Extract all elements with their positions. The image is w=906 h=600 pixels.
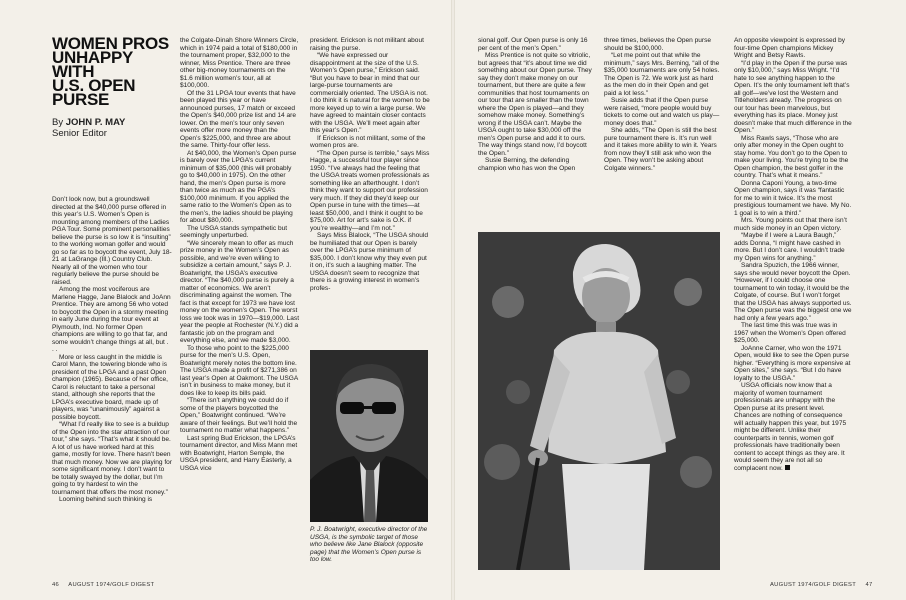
paragraph: Miss Rawls says, “Those who are only after money in the Open ought to stay home. You don’t go to the Open to make your living. You’re trying to be the Open champion, the best golfer in the country. That’s what it means.” [734,134,849,179]
paragraph: If Erickson is not militant, some of the women pros are. [310,134,426,149]
paragraph: To those who point to the $225,000 purse for the men’s U.S. Open, Boatwright merely notes the bottom line. The USGA made a profit of $271,386 on last year’s Open at Oakmont. The USGA isn’t in business to make money, but it does like to keep its bills paid. [180,344,298,397]
paragraph: “Let me point out that while the minimum,” says Mrs. Berning, “all of the $35,000 tournaments are only 54 holes. The Open is 72. We work just as hard as the men do in their Open and get paid a lot less.” [604,52,720,97]
paragraph: At $40,000, the Women’s Open purse is barely over the LPGA’s current minimum of $35,000 (this will probably go to $40,000 in 1975). On the other hand, the men’s Open purse is more than twice as much as the PGA’s $100,000 minimum. If you applied the same ratio to the Women’s Open as to the men’s, the ladies should be playing for about $80,000. [180,149,297,224]
paragraph: “We sincerely mean to offer as much prize money in the Women’s Open as possible, and we’re even willing to subsidize a certain amount,” says P. J. Boatwright, the USGA’s executive director. “The $40,000 purse is purely a matter of economics. We aren’t discriminating against the women. The fact is that except for 1973 we have lost money on the women’s Open. The worst loss we took was in 1970—$19,000. Last year the people at Rochester (N.Y.) did a fantastic job on the program and everything else, and we made $3,000. [180,239,300,344]
paragraph: JoAnne Carner, who won the 1971 Open, would like to see the Open purse higher. “Everything is more expensive at Open sites,” she says. “But I do have loyalty to the USGA.” [734,344,851,382]
paragraph: An opposite viewpoint is expressed by four-time Open champions Mickey Wright and Betsy Rawls. [734,37,845,59]
paragraph: The USGA stands sympathetic but seemingly unperturbed. [180,224,288,239]
column-5 [604,37,722,230]
right-footer [770,582,873,588]
paragraph: “There isn’t anything we could do if some of the players boycotted the Open,” Boatwright continued. “We’re aware of their feelings. But we’ll hold the tournament no matter what happens.” [180,397,298,434]
left-footer [52,582,154,588]
page-gutter [451,0,455,600]
paragraph: “Maybe if I were a Laura Baugh,” adds Donna, “I might have cashed in more. But I don’t care. I wouldn’t trade my Open wins for anything.” [734,232,845,262]
headline-line: WOMEN PROS [52,34,169,53]
golfer-illustration [478,232,720,570]
footer-issue-left: AUGUST 1974/GOLF DIGEST [68,582,155,588]
page-number-left: 46 [52,582,60,588]
paragraph: president. Erickson is not militant about raising the purse. [310,37,424,52]
paragraph: the Colgate-Dinah Shore Winners Circle, which in 1974 paid a total of $180,000 in the tournament proper, $32,000 to the winner, Miss Prentice. There are three other big-money tournaments on the $1.6 million women’s tour, all at $100,000. [180,37,299,89]
paragraph: three times, believes the Open purse should be $100,000. [604,37,711,52]
paragraph: Susie Berning, the defending champion who has won the Open [478,157,576,172]
paragraph: Mrs. Young points out that there isn’t much side money in an Open victory. [734,217,847,232]
paragraph: sional golf. Our Open purse is only 16 per cent of the men’s Open.” [478,37,588,52]
paragraph: “We have expressed our disappointment at the size of the U.S. Women’s Open purse,” Erickson said. “But you have to bear in mind that our large-purse tournaments are commercially oriented. The USGA is not. I do think it is natural for the women to be more keyed up to win a large purse. We have agreed to maintain closer contacts with the USGA. We’ll meet again after this year’s Open.” [310,52,430,134]
column-2 [180,37,300,581]
paragraph: More or less caught in the middle is Carol Mann, the towering blonde who is president of the LPGA and a past Open champion (1965). Because of her office, Carol is reluctant to take a personal stand, although she reports that the LPGA’s executive board, made up of players, was “unanimously” against a possible boycott. [52,353,168,421]
end-mark-icon [785,465,790,470]
paragraph: Donna Caponi Young, a two-time Open champion, says it was “fantastic for me to win it twice. It’s the most prestigious tournament we have. My No. 1 goal is to win a third.” [734,179,852,217]
column-1 [52,196,172,581]
headline-line: U.S. OPEN [52,76,136,95]
headline-line: UNHAPPY [52,48,134,67]
paragraph-text: USGA officials now know that a majority of women tournament professionals are unhappy with the Open purse at its present level. Chances are nothing of consequence will actually happen this year, but 1975 might be different. Unlike their counterparts in tennis, women golf professionals have traditionally been content to accept things as they are. It would seem they are not all so complacent now. [734,382,847,472]
paragraph [734,382,852,472]
paragraph: Among the most vociferous are Marlene Hagge, Jane Blalock and JoAnn Prentice. They are among 56 who voted to boycott the Open in a stormy meeting in early June during the tour event at Plymouth, Ind. No former Open champions are willing to go that far, and some wouldn’t change things at all, but . . . [52,286,171,353]
byline-role: Senior Editor [52,128,107,139]
column-3 [310,37,430,345]
byline [52,117,180,139]
paragraph: The last time this was true was in 1967 when the Women’s Open offered $25,000. [734,322,846,344]
paragraph: She adds, “The Open is still the best pure tournament there is. It’s run well and it takes more ability to win it. Years from now they’ll still ask who won the Open. They won’t be asking about Colgate winners.” [604,127,717,172]
boatwright-illustration [310,350,428,522]
paragraph: Miss Prentice is not quite so vitriolic, but agrees that “it’s about time we did something about our Open purse. They say they don’t make money on our tournament, but there are quite a few communities that host tournaments on our tour that are smaller than the town where the Open is played—and they somehow make money. Something’s wrong if the USGA can’t. Maybe the USGA ought to take $30,000 off the men’s Open purse and add it to ours. The way things stand now, I’d boycott the Open.” [478,52,592,157]
boatwright-photo [310,350,428,522]
footer-issue-right: AUGUST 1974/GOLF DIGEST [770,582,856,588]
article-headline [52,34,180,109]
golfer-photo [478,232,720,570]
headline-line: WITH [52,62,95,81]
paragraph: “The Open purse is terrible,” says Miss Hagge, a successful tour player since 1950. “I’ve always had the feeling that the USGA treats women professionals as something like an afterthought. I don’t think they want to support our profession very much. If they did they’d keep our Open purse in tune with the times—at least $50,000, and I think it ought to be $75,000. Art for art’s sake is O.K. if you’re wealthy—and I’m not.” [310,149,430,232]
paragraph: Of the 31 LPGA tour events that have been played this year or have announced purses, 17 match or exceed the Open’s $40,000 prize list and 14 are lower. On the men’s tour only seven events offer more money than the Open’s $225,000, and three are about the same. Thirty-four offer less. [180,89,296,149]
headline-line: PURSE [52,90,110,109]
paragraph: Don’t look now, but a groundswell directed at the $40,000 purse offered in this year’s U.S. Women’s Open is mounting among members of the Ladies PGA Tour. Some prominent personalities believe the purse is so low it is “insulting” to the working woman golfer and would go so far as to boycott the event, July 18-21 at LaGrange (Ill.) Country Club. Nearly all of the women who tour regularly believe the purse should be raised. [52,196,172,286]
page-number-right: 47 [865,582,873,588]
paragraph: Last spring Bud Erickson, the LPGA’s tournament director, and Miss Mann met with Boatwright, Harton Semple, the USGA president, and Harry Easterly, a USGA vice [180,434,298,472]
byline-author: JOHN P. MAY [65,117,126,128]
paragraph: Susie adds that if the Open purse were raised, “more people would buy tickets to come out and watch us play—money does that.” [604,97,720,127]
paragraph: Says Miss Blalock, “The USGA should be humiliated that our Open is barely over the LPGA’s purse minimum of $35,000. I don’t know why they even put it on, it’s such a laughing matter. The USGA doesn’t seem to recognize that there is a growing interest in women’s profes- [310,232,428,292]
paragraph: Sandra Spuzich, the 1966 winner, says she would never boycott the Open. “However, if I could choose one tournament to win today, it would be the Colgate, of course. But I won’t forget that the USGA has always supported us. The Open purse was the biggest one we had only a few years ago.” [734,262,852,322]
paragraph: Looming behind such thinking is [59,496,153,503]
paragraph: “What I’d really like to see is a buildup of the Open into the star attraction of our tour,” she says. “That’s what it should be. A lot of us have worked hard at this game, mostly for love. There hasn’t been that much money. Now we are playing for some significant money. I don’t want to be totally swayed by the dollar, but I’m going to try hardest to win the tournament that offers the most money.” [52,421,172,496]
paragraph: “I’d play in the Open if the purse was only $10,000,” says Miss Wright. “I’d hate to see anything happen to the Open. It’s the only tournament left that’s all golf—we’ve lost the Western and Titleholders already. The progress on our tour has been marvelous, but everything has its place. Money just doesn’t make that much difference in the Open.” [734,59,852,134]
byline-prefix: By [52,117,64,128]
column-6 [734,37,852,582]
photo-caption: P. J. Boatwright, executive director of the USGA, is the symbolic target of those who believe like Jane Blalock (opposite page) that the Women’s Open purse is too low. [310,526,428,564]
column-4 [478,37,596,230]
